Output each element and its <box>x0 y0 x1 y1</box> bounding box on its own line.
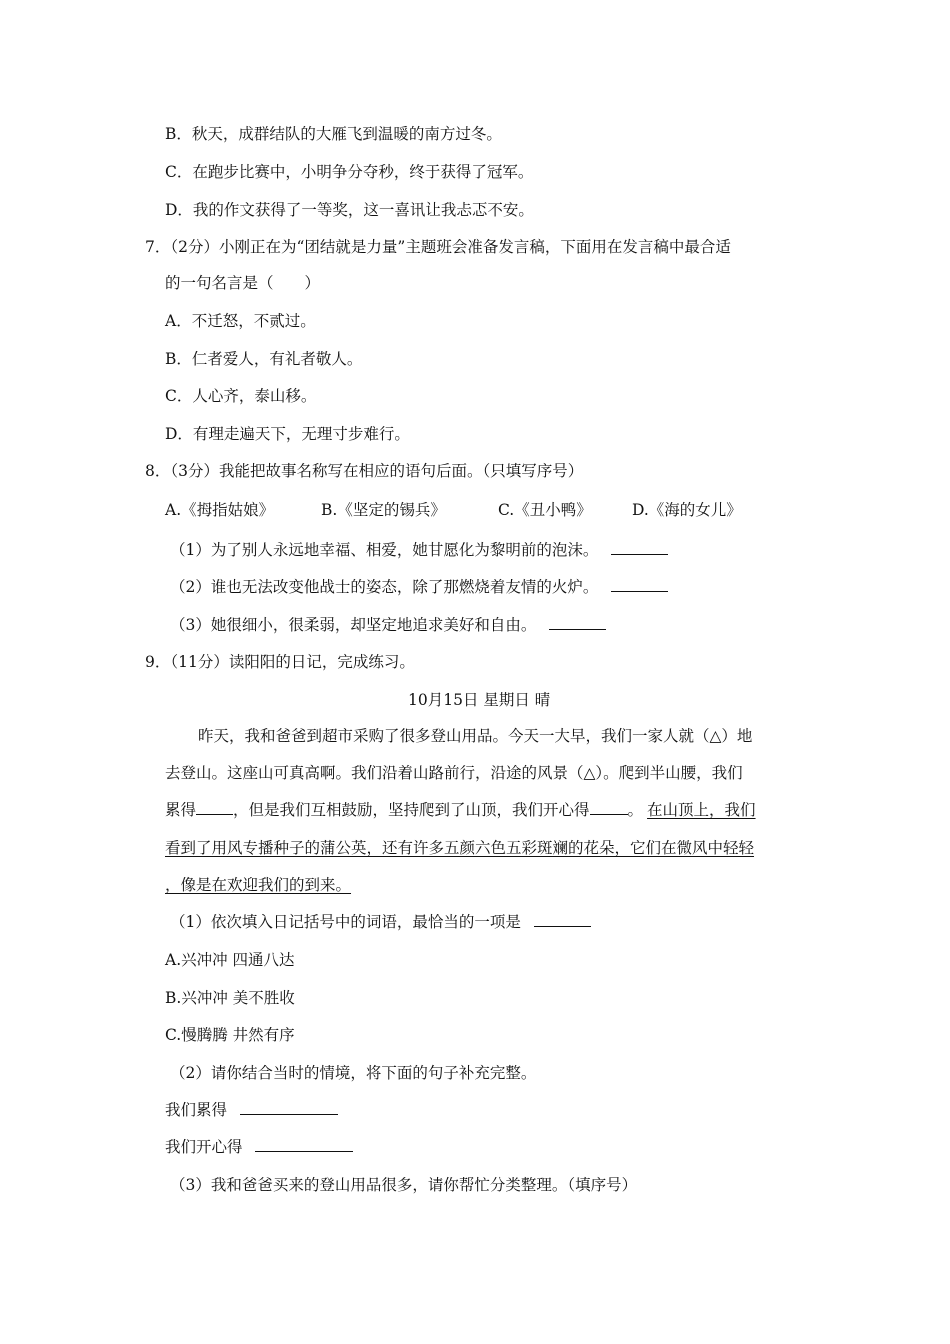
q8-sentence-1: （1）为了别人永远地幸福、相爱，她甘愿化为黎明前的泡沫。 <box>170 540 668 560</box>
q9-stem: 9．（11分）读阳阳的日记，完成练习。 <box>145 653 415 671</box>
diary-line-5: ，像是在欢迎我们的到来。 <box>165 876 352 894</box>
q7-option-d: D．有理走遍天下，无理寸步难行。 <box>165 425 410 443</box>
diary-line-4: 看到了用风专播种子的蒲公英，还有许多五颜六色五彩斑斓的花朵，它们在微风中轻轻 <box>165 839 755 857</box>
underlined-sentence: 在山顶上，我们 <box>647 801 756 819</box>
diary-line-1: 昨天，我和爸爸到超市采购了很多登山用品。今天一大早，我们一家人就（△）地 <box>198 727 753 745</box>
answer-blank[interactable] <box>534 912 591 927</box>
q8-sentence-3: （3）她很细小，很柔弱，却坚定地追求美好和自由。 <box>170 615 606 635</box>
answer-blank[interactable] <box>240 1100 338 1115</box>
diary-line-3: 累得 ，但是我们互相鼓励，坚持爬到了山顶，我们开心得 。 在山顶上，我们 <box>165 801 756 819</box>
answer-blank[interactable] <box>611 540 668 555</box>
q8-option-b: B.《坚定的锡兵》 <box>321 501 446 519</box>
q9-sub2: （2）请你结合当时的情境，将下面的句子补充完整。 <box>170 1064 537 1082</box>
q9-sub2-line-b: 我们开心得 <box>165 1137 353 1157</box>
diary-blank-1 <box>196 800 233 815</box>
q7-option-b: B．仁者爱人，有礼者敬人。 <box>165 350 363 368</box>
q7-option-a: A．不迁怒，不贰过。 <box>165 312 316 330</box>
q9-sub3: （3）我和爸爸买来的登山用品很多，请你帮忙分类整理。（填序号） <box>170 1176 638 1194</box>
q8-option-d: D.《海的女儿》 <box>632 501 742 519</box>
q7-stem-line1: 7．（2分）小刚正在为“团结就是力量”主题班会准备发言稿，下面用在发言稿中最合适 <box>145 238 731 256</box>
answer-blank[interactable] <box>549 615 606 630</box>
q8-sentence-2: （2）谁也无法改变他战士的姿态，除了那燃烧着友情的火炉。 <box>170 577 668 597</box>
q9-sub1: （1）依次填入日记括号中的词语，最恰当的一项是 <box>170 912 591 932</box>
diary-line-2: 去登山。这座山可真高啊。我们沿着山路前行，沿途的风景（△）。爬到半山腰，我们 <box>165 764 743 782</box>
q8-stem: 8．（3分）我能把故事名称写在相应的语句后面。（只填写序号） <box>145 462 584 480</box>
diary-date: 10月15日 星期日 晴 <box>408 691 551 709</box>
answer-blank[interactable] <box>255 1137 353 1152</box>
q8-option-c: C.《丑小鸭》 <box>498 501 592 519</box>
q7-option-c: C．人心齐，泰山移。 <box>165 387 317 405</box>
q9-sub1-option-b: B.兴冲冲 美不胜收 <box>165 989 295 1007</box>
q8-option-a: A.《拇指姑娘》 <box>165 501 275 519</box>
q9-sub2-line-a: 我们累得 <box>165 1100 338 1120</box>
q8-options <box>0 500 950 520</box>
q9-sub1-option-a: A.兴冲冲 四通八达 <box>165 951 295 969</box>
q9-sub1-option-c: C.慢腾腾 井然有序 <box>165 1026 295 1044</box>
q6-option-b: B．秋天，成群结队的大雁飞到温暖的南方过冬。 <box>165 125 502 143</box>
q6-option-c: C．在跑步比赛中，小明争分夺秒，终于获得了冠军。 <box>165 163 534 181</box>
q7-stem-line2: 的一句名言是（ ） <box>165 274 321 292</box>
diary-blank-2 <box>590 800 628 815</box>
answer-blank[interactable] <box>611 577 668 592</box>
q6-option-d: D．我的作文获得了一等奖，这一喜讯让我忐忑不安。 <box>165 201 534 219</box>
